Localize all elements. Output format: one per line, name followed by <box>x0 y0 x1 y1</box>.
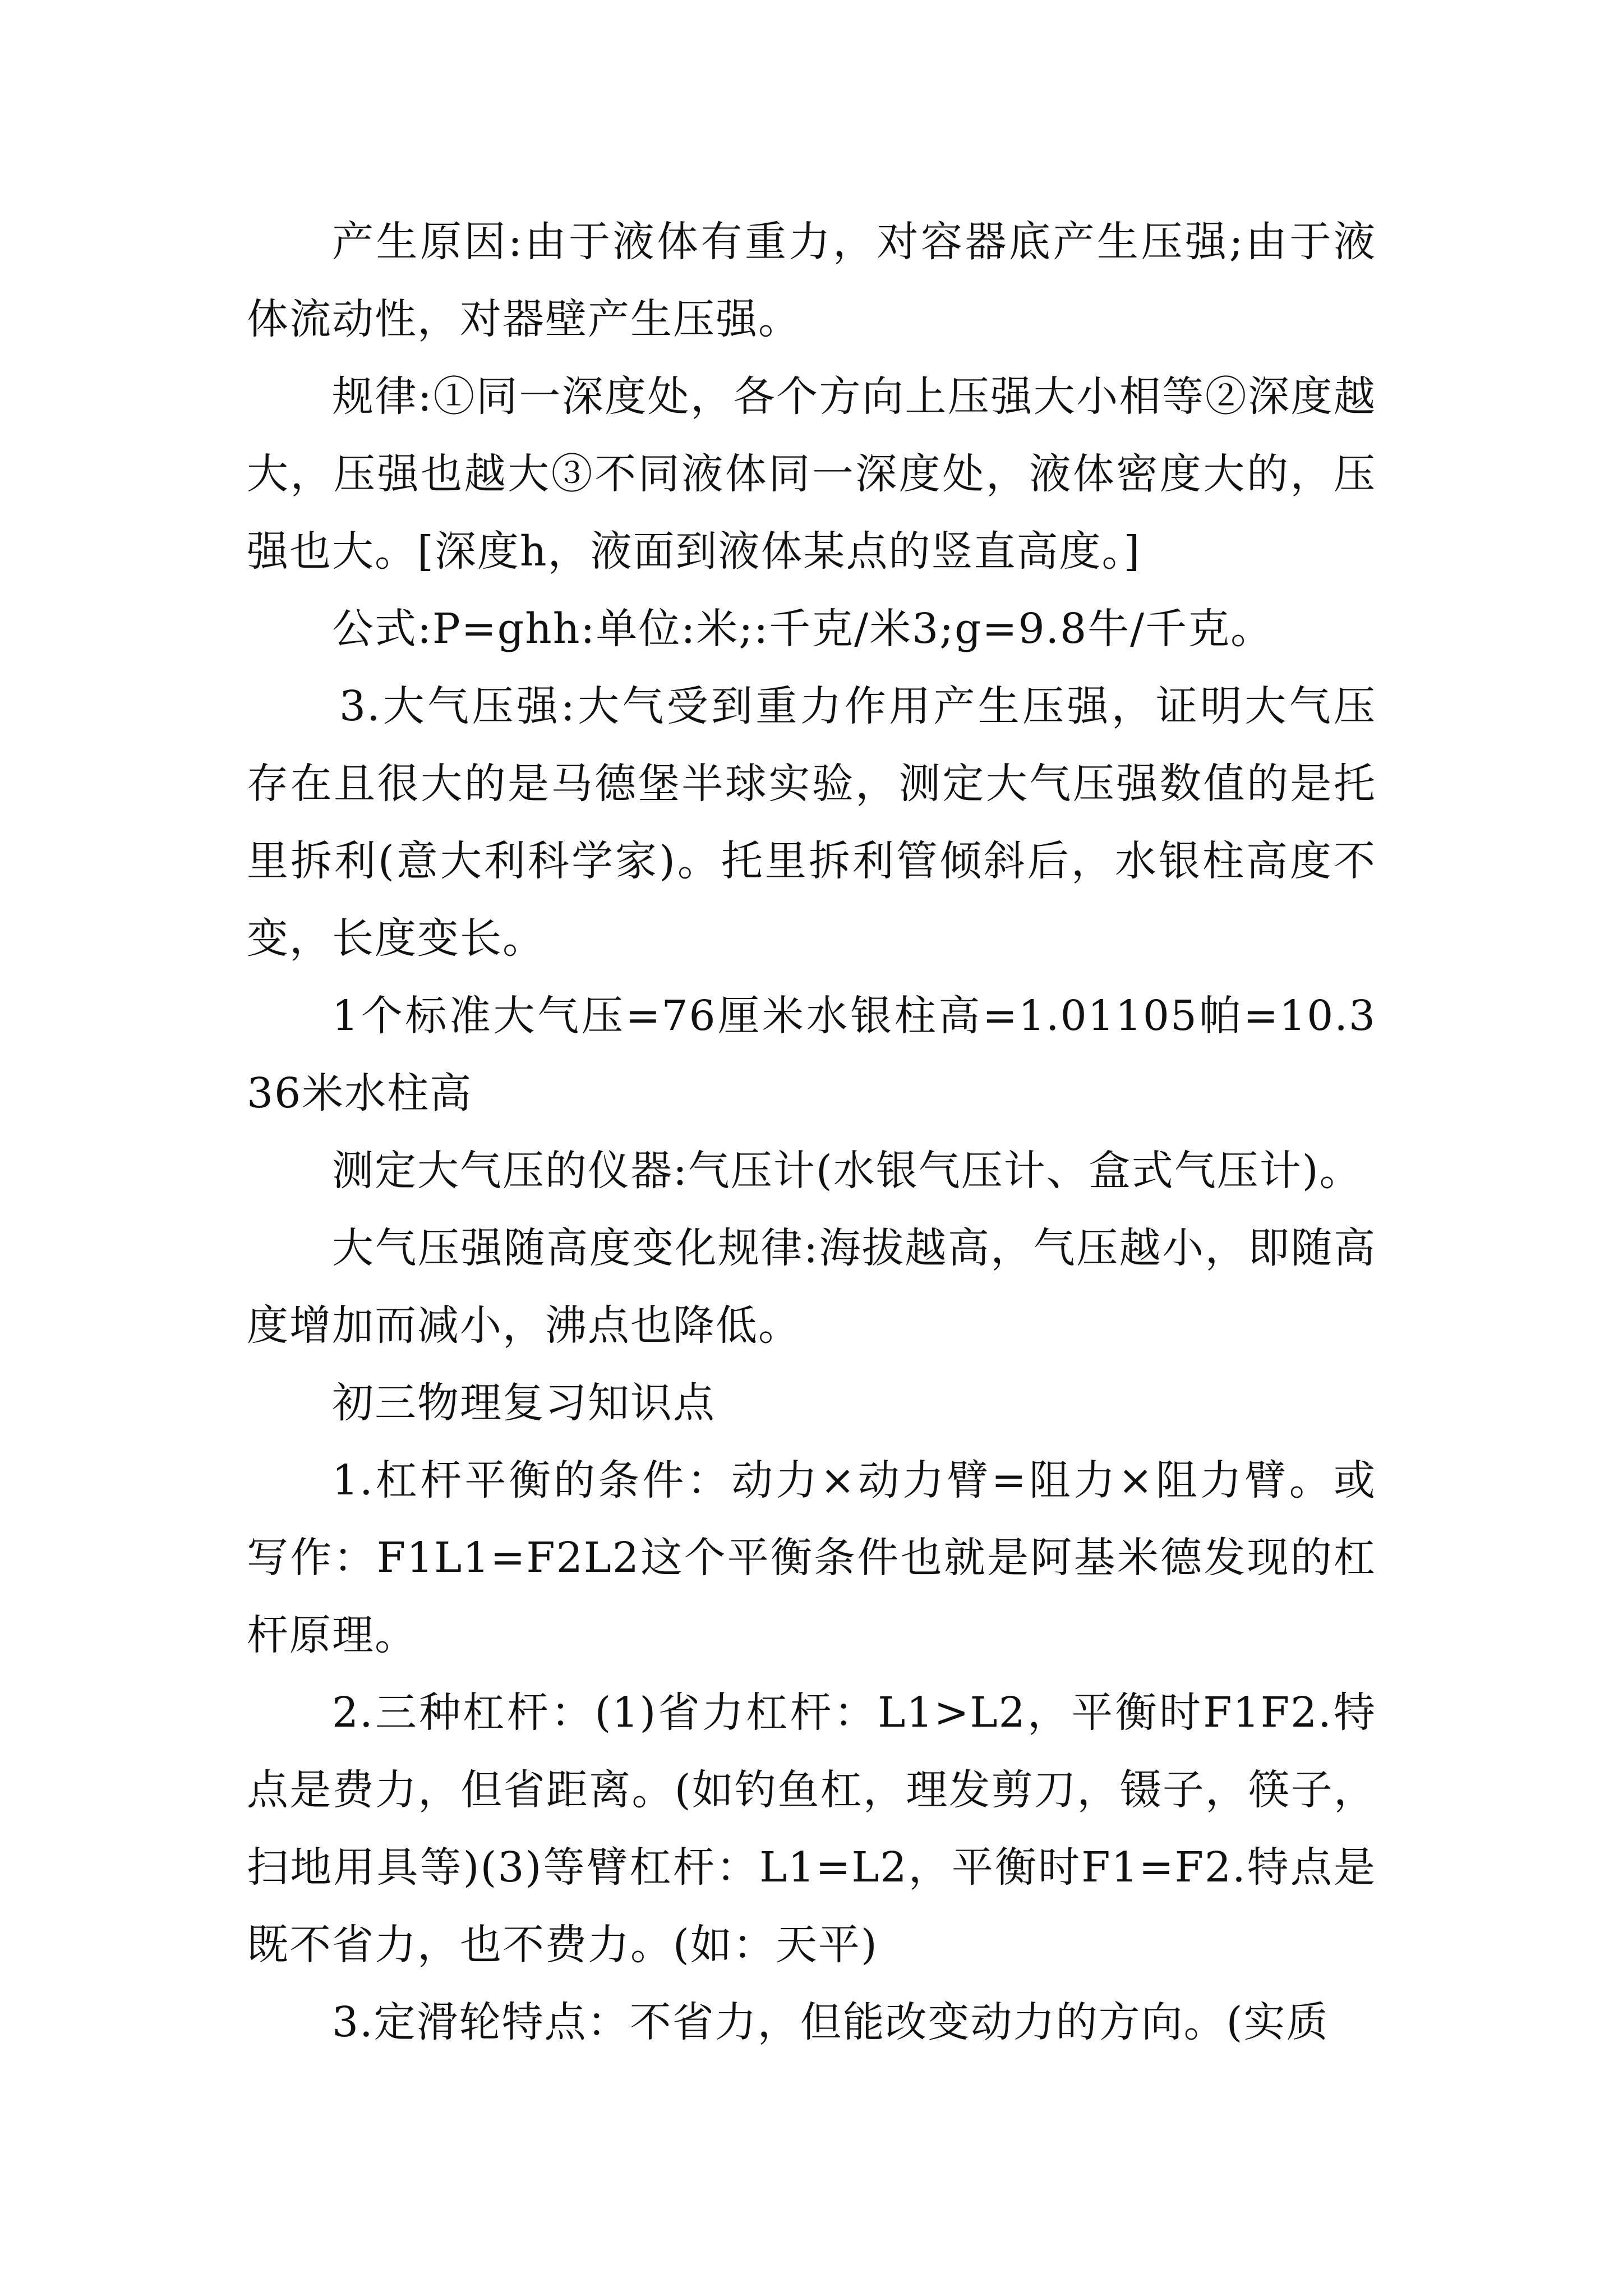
paragraph-pressure-altitude: 大气压强随高度变化规律:海拔越高，气压越小，即随高度增加而减小，沸点也降低。 <box>247 1224 1376 1350</box>
document-body <box>247 203 1376 2061</box>
paragraph-lever-balance: 1.杠杆平衡的条件：动力×动力臂=阻力×阻力臂。或写作：F1L1=F2L2这个平衡条件也就是阿基米德发现的杠杆原理。 <box>247 1456 1376 1659</box>
paragraph-pressure-formula: 公式:P=ghh:单位:米;:千克/米3;g=9.8牛/千克。 <box>332 605 1274 653</box>
paragraph-lever-types: 2.三种杠杆：(1)省力杠杆：L1>L2，平衡时F1F2.特点是费力，但省距离。(如钓鱼杠，理发剪刀，镊子，筷子，扫地用具等)(3)等臂杠杆：L1=L2，平衡时F1=F2.特点是既不省力，也不费力。(如：天平) <box>247 1688 1376 1969</box>
paragraph-liquid-pressure-cause: 产生原因:由于液体有重力，对容器底产生压强;由于液体流动性，对器壁产生压强。 <box>247 218 1376 343</box>
paragraph-liquid-pressure-rules: 规律:①同一深度处，各个方向上压强大小相等②深度越大，压强也越大③不同液体同一深度处，液体密度大的，压强也大。[深度h，液面到液体某点的竖直高度。] <box>247 372 1376 576</box>
paragraph-fixed-pulley: 3.定滑轮特点：不省力，但能改变动力的方向。(实质 <box>332 1998 1329 2046</box>
section-heading: 初三物理复习知识点 <box>332 1379 716 1427</box>
paragraph-barometer: 测定大气压的仪器:气压计(水银气压计、盒式气压计)。 <box>332 1147 1362 1195</box>
paragraph-atmospheric-pressure: 3.大气压强:大气受到重力作用产生压强，证明大气压存在且很大的是马德堡半球实验，测定大气压强数值的是托里拆利(意大利科学家)。托里拆利管倾斜后，水银柱高度不变，长度变长。 <box>247 682 1376 963</box>
paragraph-standard-atmosphere: 1个标准大气压=76厘米水银柱高=1.01105帕=10.336米水柱高 <box>247 992 1376 1117</box>
